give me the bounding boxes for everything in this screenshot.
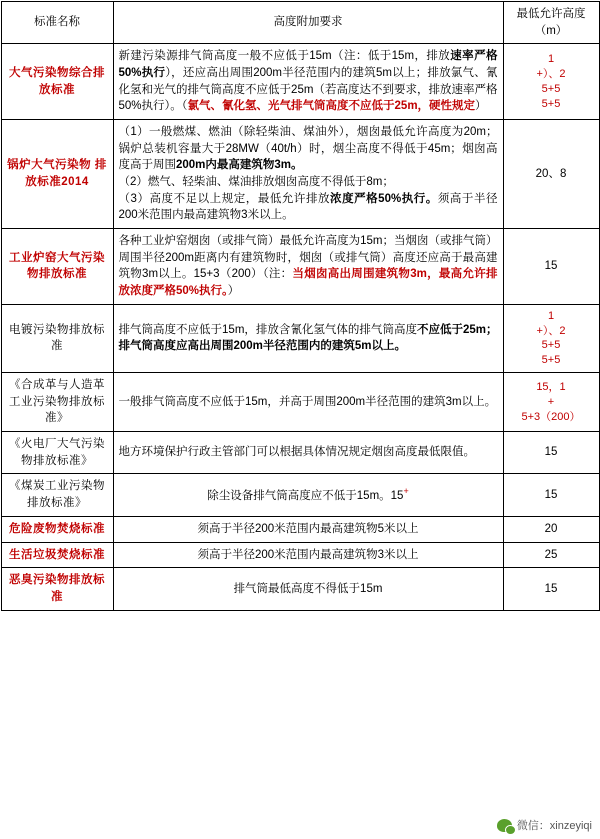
height-requirement-cell: 各种工业炉窑烟囱（或排气筒）最低允许高度为15m；当烟囱（或排气筒）周围半径200m距离内有建筑物时，烟囱（或排气筒）高度还应高于最高建筑物3m以上。15+3（200）（注：当烟囱高出周围建筑物3m，最高允许排放浓度严格50%执行。） [113, 229, 503, 305]
header-standard-name: 标准名称 [1, 2, 113, 44]
header-min-height: 最低允许高度（m） [503, 2, 599, 44]
height-requirement-cell: 新建污染源排气筒高度一般不应低于15m（注：低于15m，排放速率严格50%执行），还应高出周围200m半径范围内的建筑5m以上；排放氯气、氰化氢和光气的排气筒高度不应低于25m（若高度达不到要求，排放速率严格50%执行）。（氯气、氰化氢、光气排气筒高度不应低于25m，硬性规定） [113, 44, 503, 120]
min-height-cell: 15 [503, 568, 599, 610]
height-requirement-cell: 须高于半径200米范围内最高建筑物3米以上 [113, 542, 503, 568]
height-requirement-cell: 排气筒高度不应低于15m，排放含氰化氢气体的排气筒高度不应低于25m；排气筒高度应高出周围200m半径范围内的建筑5m以上。 [113, 304, 503, 372]
standard-name-cell: 《火电厂大气污染物排放标准》 [1, 432, 113, 474]
footer-badge [497, 817, 592, 833]
height-requirement-cell: 一般排气筒高度不应低于15m，并高于周围200m半径范围的建筑3m以上。 [113, 373, 503, 432]
header-height-requirement: 高度附加要求 [113, 2, 503, 44]
table-row [1, 432, 599, 474]
height-requirement-cell: 地方环境保护行政主管部门可以根据具体情况规定烟囱高度最低限值。 [113, 432, 503, 474]
min-height-cell: 1 +）、2 5+5 5+5 [503, 44, 599, 120]
table-row [1, 568, 599, 610]
min-height-cell: 20、8 [503, 120, 599, 229]
table-row [1, 542, 599, 568]
standard-name-cell: 大气污染物综合排放标准 [1, 44, 113, 120]
min-height-cell: 25 [503, 542, 599, 568]
height-requirement-cell: （1）一般燃煤、燃油（除轻柴油、煤油外），烟囱最低允许高度为20m；锅炉总装机容量大于28MW（40t/h）时，烟尘高度不得低于45m；烟囱高度高于周围200m内最高建筑物3m。 （2）燃气、轻柴油、煤油排放烟囱高度不得低于8m； （3）高度不足以上规定，最低允许排放浓度严格50%执行。须高于半径200米范围内最高建筑物3米以上。 [113, 120, 503, 229]
min-height-cell: 20 [503, 516, 599, 542]
standard-name-cell: 电镀污染物排放标准 [1, 304, 113, 372]
table-row [1, 516, 599, 542]
table-row [1, 373, 599, 432]
standard-name-cell: 危险废物焚烧标准 [1, 516, 113, 542]
min-height-cell: 15 [503, 229, 599, 305]
table-row [1, 120, 599, 229]
height-requirement-cell: 排气筒最低高度不得低于15m [113, 568, 503, 610]
table-row [1, 304, 599, 372]
min-height-cell: 15 [503, 432, 599, 474]
height-requirement-cell: 须高于半径200米范围内最高建筑物5米以上 [113, 516, 503, 542]
standard-name-cell: 生活垃圾焚烧标准 [1, 542, 113, 568]
table-row [1, 229, 599, 305]
standard-name-cell: 《煤炭工业污染物排放标准》 [1, 474, 113, 516]
wechat-icon [497, 819, 512, 832]
standard-name-cell: 工业炉窑大气污染物排放标准 [1, 229, 113, 305]
table-row [1, 474, 599, 516]
footer-badge-text: 微信：xinzeyiqi [516, 820, 592, 832]
standard-name-cell: 恶臭污染物排放标准 [1, 568, 113, 610]
table-body [1, 44, 599, 610]
standard-name-cell: 锅炉大气污染物 排放标准2014 [1, 120, 113, 229]
height-requirement-cell: 除尘设备排气筒高度应不低于15m。15+ [113, 474, 503, 516]
table-row [1, 44, 599, 120]
standards-table [1, 1, 600, 611]
table-header-row [1, 2, 599, 44]
min-height-cell: 1 +）、2 5+5 5+5 [503, 304, 599, 372]
standard-name-cell: 《合成革与人造革工业污染物排放标准》 [1, 373, 113, 432]
min-height-cell: 15 [503, 474, 599, 516]
min-height-cell: 15，1 + 5+3（200） [503, 373, 599, 432]
